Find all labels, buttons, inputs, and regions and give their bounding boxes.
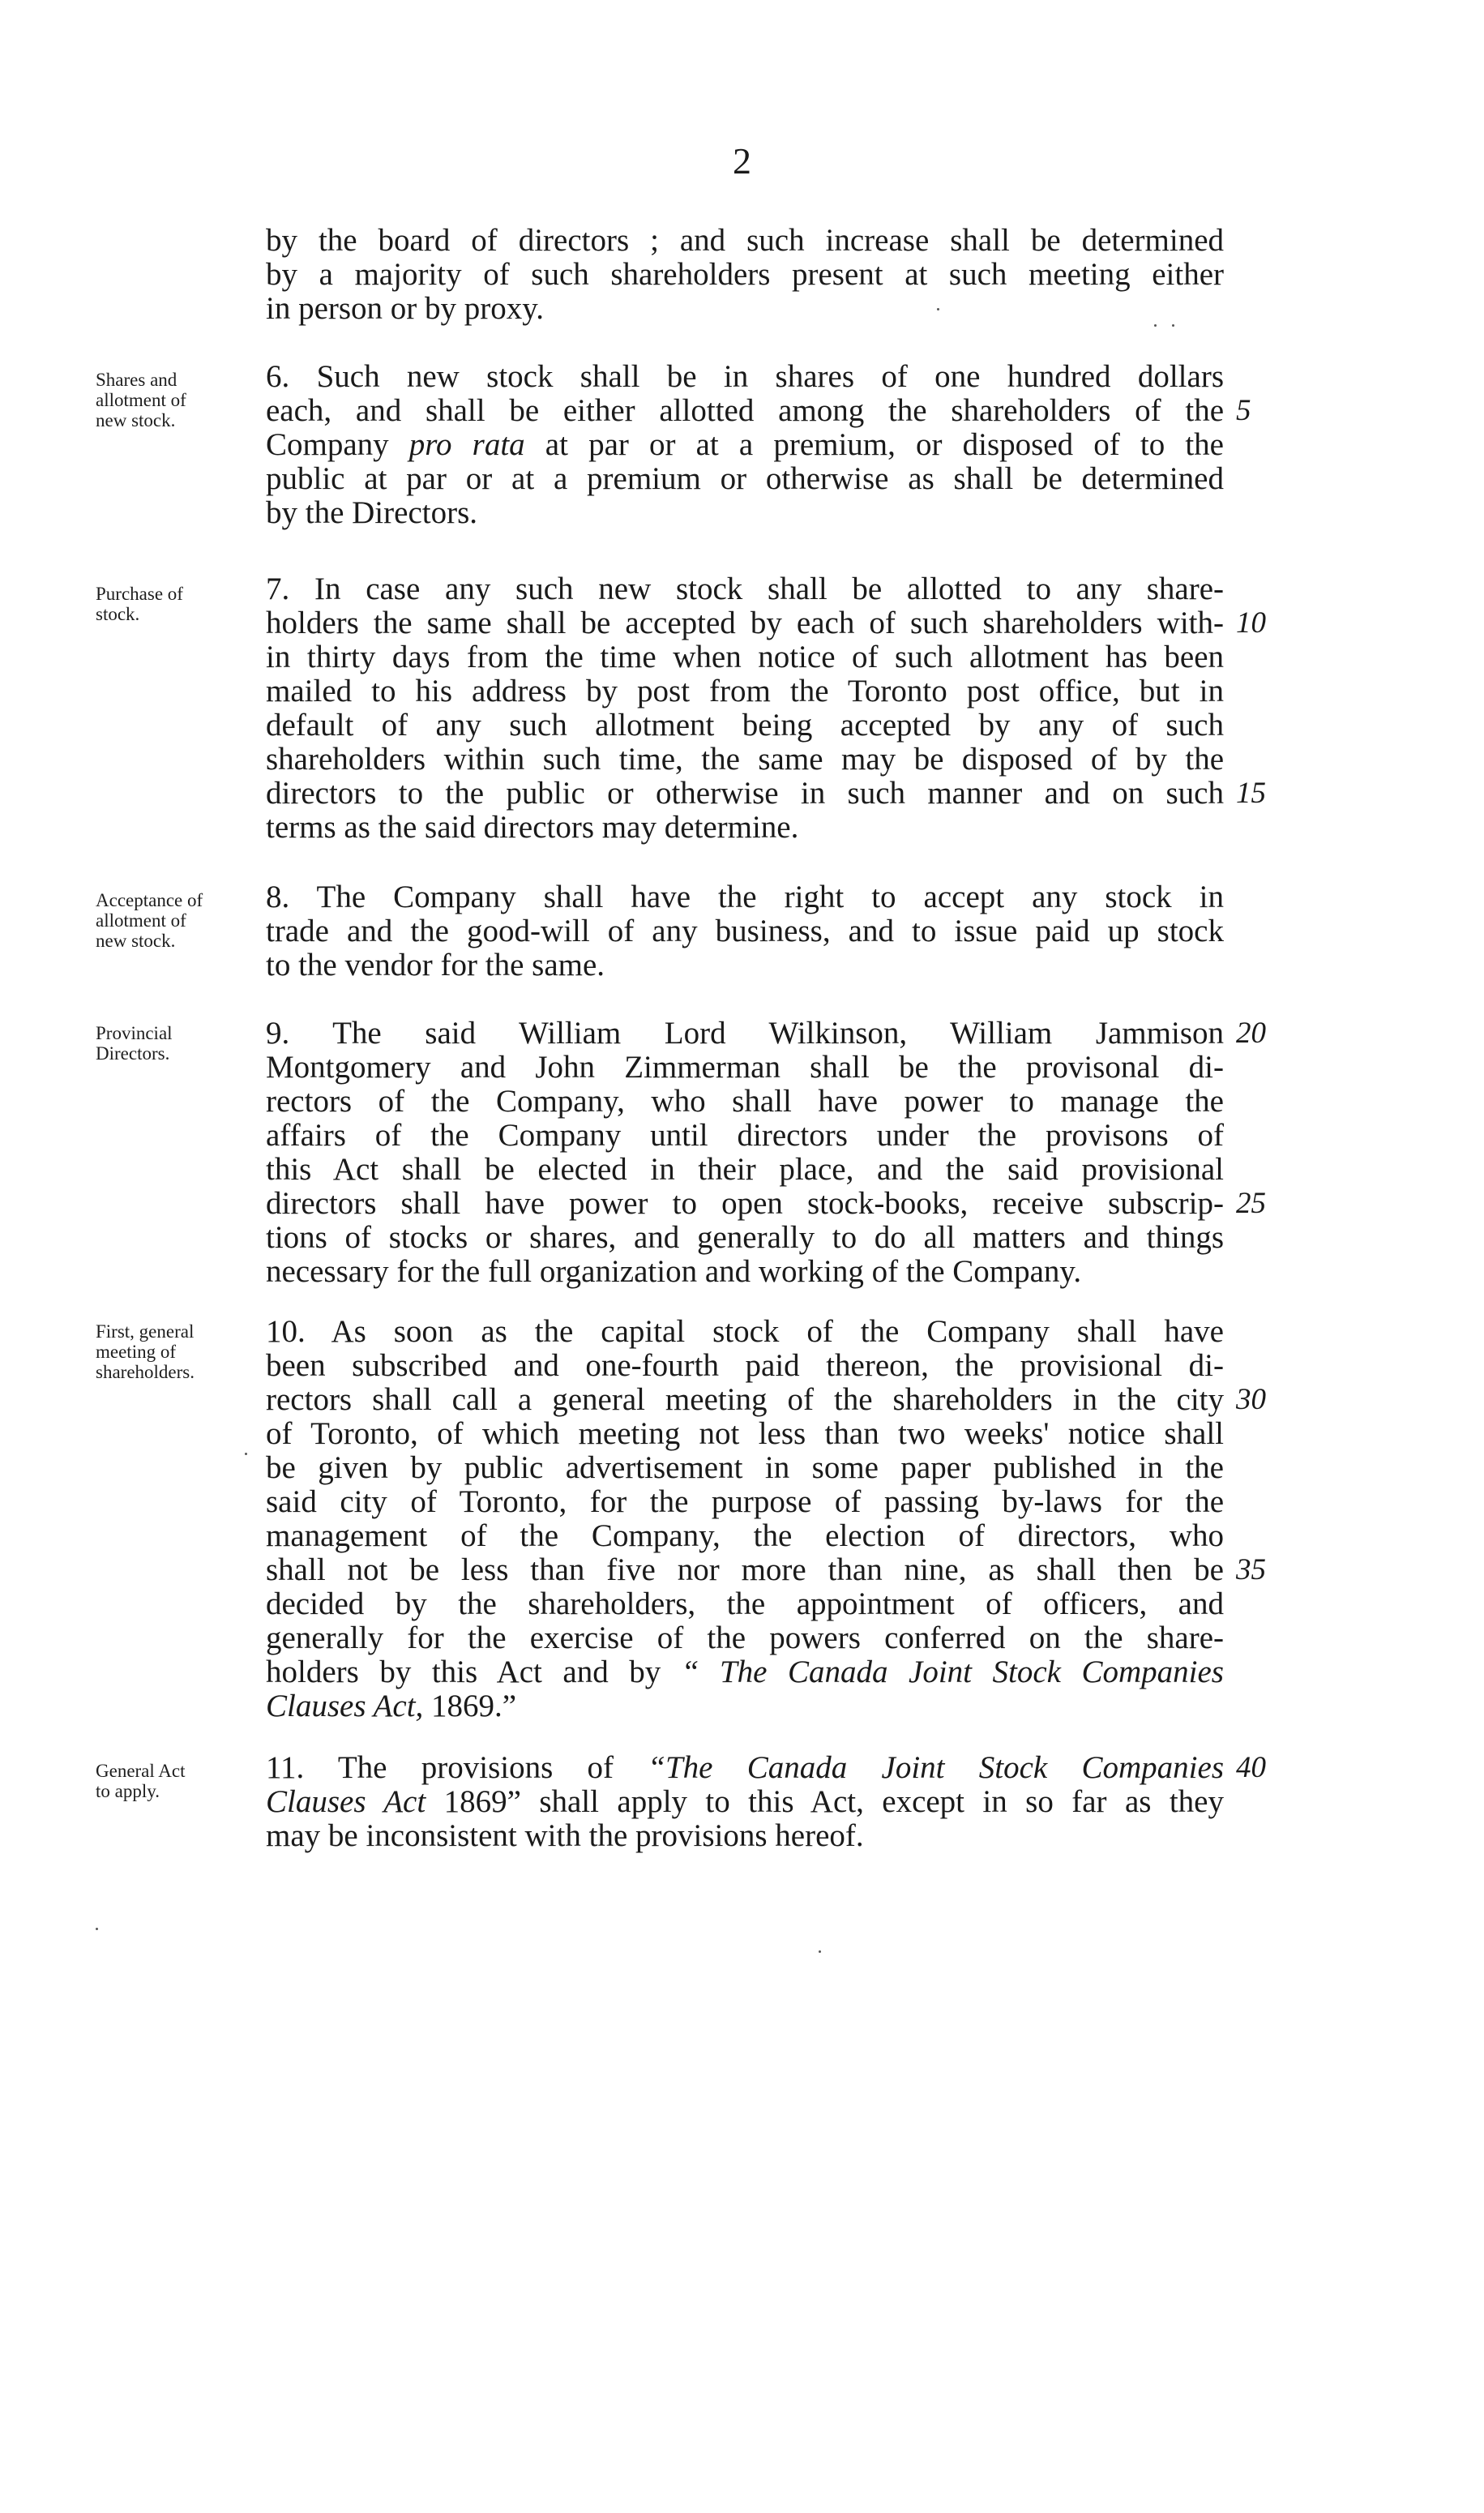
section-line: said city of Toronto, for the purpose of passing by-laws for the <box>266 1484 1224 1519</box>
line-number: 5 <box>1236 394 1251 427</box>
marginal-note-line: Acceptance of <box>96 890 203 910</box>
text-run: Company <box>266 427 409 462</box>
marginal-note-line: to apply. <box>96 1781 160 1801</box>
act-title: Clauses Act <box>266 1784 426 1819</box>
marginal-note-line: meeting of <box>96 1342 176 1362</box>
intro-line: by a majority of such shareholders present at such meeting either <box>266 257 1224 292</box>
section-line: Montgomery and John Zimmerman shall be the provisonal di- <box>266 1050 1224 1085</box>
line-number: 10 <box>1236 606 1266 640</box>
marginal-note-provincial-directors <box>96 1023 254 1064</box>
scan-speck <box>96 1928 98 1930</box>
section-line <box>266 1689 1224 1723</box>
section-line: directors shall have power to open stock-books, receive subscrip- <box>266 1186 1224 1221</box>
line-number: 40 <box>1236 1751 1266 1784</box>
line-number: 15 <box>1236 777 1266 810</box>
section-line: public at par or at a premium or otherwise as shall be determined <box>266 461 1224 496</box>
section-line: holders the same shall be accepted by each of such shareholders with- <box>266 606 1224 640</box>
section-line: by the Directors. <box>266 495 478 530</box>
text-run: 1869” shall apply to this Act, except in so far as they <box>426 1784 1224 1819</box>
section-line: 6. Such new stock shall be in shares of one hundred dollars <box>266 359 1224 394</box>
section-line: terms as the said directors may determine. <box>266 810 799 845</box>
section-line: each, and shall be either allotted among the shareholders of the <box>266 393 1224 428</box>
page-number: 2 <box>733 140 751 182</box>
section-line <box>266 1751 1224 1785</box>
scan-speck <box>1172 324 1174 327</box>
line-number: 25 <box>1236 1187 1266 1220</box>
act-title: Clauses Act, <box>266 1689 424 1723</box>
marginal-note-first-general-meeting <box>96 1321 254 1382</box>
section-line: shall not be less than five nor more than nine, as shall then be <box>266 1552 1224 1587</box>
marginal-note-line: new stock. <box>96 410 176 430</box>
marginal-note-line: stock. <box>96 604 140 624</box>
marginal-note-line: Purchase of <box>96 584 183 604</box>
line-number: 20 <box>1236 1017 1266 1050</box>
section-line: affairs of the Company until directors under the provisons of <box>266 1118 1224 1153</box>
marginal-note-acceptance-allotment <box>96 890 254 951</box>
marginal-note-line: new stock. <box>96 931 176 951</box>
section-line: 9. The said William Lord Wilkinson, William Jammison <box>266 1016 1224 1051</box>
section-line: may be inconsistent with the provisions hereof. <box>266 1818 864 1853</box>
scan-speck <box>245 1453 247 1455</box>
marginal-note-line: General Act <box>96 1761 186 1781</box>
section-line <box>266 428 1224 462</box>
act-title: “ The Canada Joint Stock Companies <box>681 1655 1224 1689</box>
intro-line: in person or by proxy. <box>266 291 545 326</box>
section-line: of Toronto, of which meeting not less than two weeks' notice shall <box>266 1416 1224 1451</box>
section-line: rectors shall call a general meeting of the shareholders in the city <box>266 1382 1224 1417</box>
text-run: holders by this Act and by <box>266 1655 682 1689</box>
section-line: shareholders within such time, the same may be disposed of by the <box>266 742 1224 777</box>
section-line: necessary for the full organization and working of the Company. <box>266 1254 1082 1289</box>
section-line: decided by the shareholders, the appointment of officers, and <box>266 1586 1224 1621</box>
section-line: this Act shall be elected in their place, and the said provisional <box>266 1152 1224 1187</box>
text-run: at par or at a premium, or disposed of to the <box>524 427 1224 462</box>
marginal-note-purchase-of-stock <box>96 584 254 624</box>
text-run: 11. The provisions of <box>266 1750 648 1785</box>
section-line <box>266 1785 1224 1819</box>
section-line: trade and the good-will of any business, and to issue paid up stock <box>266 914 1224 948</box>
intro-line: by the board of directors ; and such increase shall be determined <box>266 223 1224 258</box>
marginal-note-line: Directors. <box>96 1043 170 1064</box>
section-line: rectors of the Company, who shall have power to manage the <box>266 1084 1224 1119</box>
section-line: 7. In case any such new stock shall be allotted to any share- <box>266 572 1224 606</box>
section-line: management of the Company, the election of directors, who <box>266 1518 1224 1553</box>
scan-speck <box>1154 324 1157 327</box>
scan-speck <box>819 1950 821 1953</box>
scan-speck <box>937 308 939 310</box>
marginal-note-shares-allotment <box>96 370 254 430</box>
marginal-note-line: allotment of <box>96 390 186 410</box>
section-line: to the vendor for the same. <box>266 948 605 983</box>
section-line: 10. As soon as the capital stock of the Company shall have <box>266 1314 1224 1349</box>
section-line: be given by public advertisement in some paper published in the <box>266 1450 1224 1485</box>
line-number: 35 <box>1236 1553 1266 1586</box>
section-line: default of any such allotment being accepted by any of such <box>266 708 1224 743</box>
marginal-note-line: allotment of <box>96 910 186 931</box>
marginal-note-line: shareholders. <box>96 1362 195 1382</box>
marginal-note-line: Provincial <box>96 1023 173 1043</box>
section-line: mailed to his address by post from the Toronto post office, but in <box>266 674 1224 709</box>
section-line: tions of stocks or shares, and generally to do all matters and things <box>266 1220 1224 1255</box>
text-run: 1869.” <box>423 1689 517 1723</box>
marginal-note-line: Shares and <box>96 370 177 390</box>
section-line: generally for the exercise of the powers conferred on the share- <box>266 1620 1224 1655</box>
marginal-note-line: First, general <box>96 1321 195 1342</box>
section-line: 8. The Company shall have the right to accept any stock in <box>266 880 1224 914</box>
section-line <box>266 1655 1224 1689</box>
marginal-note-general-act <box>96 1761 254 1801</box>
line-number: 30 <box>1236 1383 1266 1416</box>
latin-phrase: pro rata <box>408 427 525 462</box>
section-line: directors to the public or otherwise in such manner and on such <box>266 776 1224 811</box>
section-line: in thirty days from the time when notice of such allotment has been <box>266 640 1224 674</box>
act-title: “The Canada Joint Stock Companies <box>648 1750 1224 1785</box>
section-line: been subscribed and one-fourth paid thereon, the provisional di- <box>266 1348 1224 1383</box>
